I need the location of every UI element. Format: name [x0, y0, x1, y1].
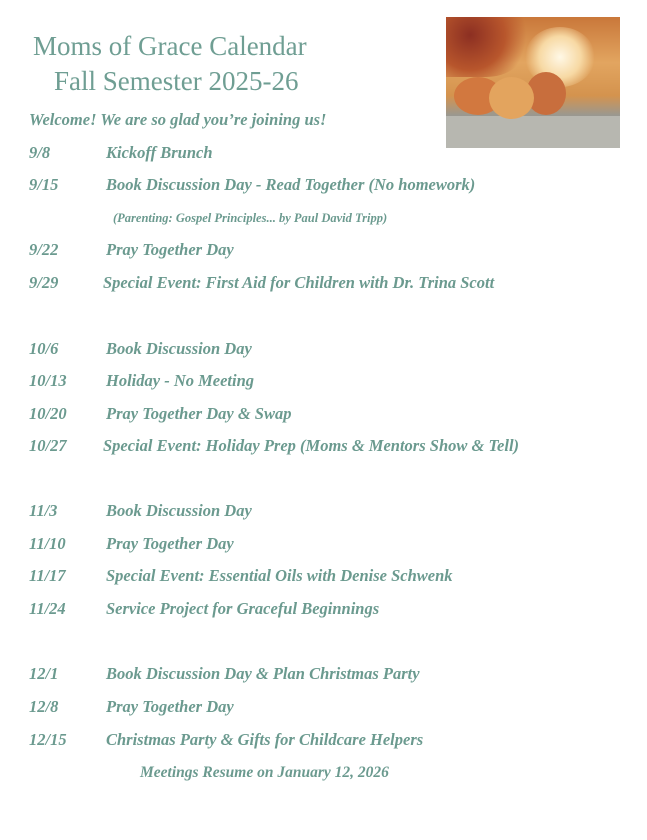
event-title: Book Discussion Day: [106, 339, 252, 358]
event-date: 10/13: [29, 371, 67, 390]
event-date: 11/3: [29, 501, 58, 520]
event-date: 12/15: [29, 730, 67, 749]
event-title: Book Discussion Day - Read Together (No homework): [106, 175, 476, 194]
event-date: 10/6: [29, 339, 59, 358]
event-title: Christmas Party & Gifts for Childcare Helpers: [106, 730, 424, 749]
event-date: 9/29: [29, 273, 59, 292]
event-title: Book Discussion Day: [106, 501, 252, 520]
page-subtitle: Fall Semester 2025-26: [54, 66, 299, 96]
autumn-pumpkins-photo: [446, 17, 620, 148]
event-date: 10/20: [29, 404, 67, 423]
event-title: Kickoff Brunch: [106, 143, 213, 162]
event-title: Book Discussion Day & Plan Christmas Party: [106, 664, 420, 683]
event-date: 9/8: [29, 143, 51, 162]
event-title: Pray Together Day: [106, 240, 234, 259]
event-title: Pray Together Day: [106, 534, 234, 553]
event-title: Special Event: First Aid for Children with Dr. Trina Scott: [103, 273, 495, 292]
event-date: 10/27: [29, 436, 67, 455]
event-date: 11/17: [29, 566, 66, 585]
event-date: 9/22: [29, 240, 59, 259]
event-date: 9/15: [29, 175, 59, 194]
event-note: (Parenting: Gospel Principles... by Paul David Tripp): [113, 211, 388, 225]
event-title: Pray Together Day: [106, 697, 234, 716]
event-date: 11/10: [29, 534, 66, 553]
event-title: Special Event: Holiday Prep (Moms & Mentors Show & Tell): [103, 436, 520, 455]
event-title: Pray Together Day & Swap: [106, 404, 292, 423]
event-title: Service Project for Graceful Beginnings: [106, 599, 380, 618]
event-date: 12/8: [29, 697, 59, 716]
event-title: Holiday - No Meeting: [106, 371, 255, 390]
event-title: Special Event: Essential Oils with Denise Schwenk: [106, 566, 453, 585]
footer-note: Meetings Resume on January 12, 2026: [140, 764, 389, 781]
page-title: Moms of Grace Calendar: [33, 31, 307, 61]
welcome-text: Welcome! We are so glad you’re joining us!: [29, 110, 327, 129]
event-date: 12/1: [29, 664, 59, 683]
event-date: 11/24: [29, 599, 66, 618]
